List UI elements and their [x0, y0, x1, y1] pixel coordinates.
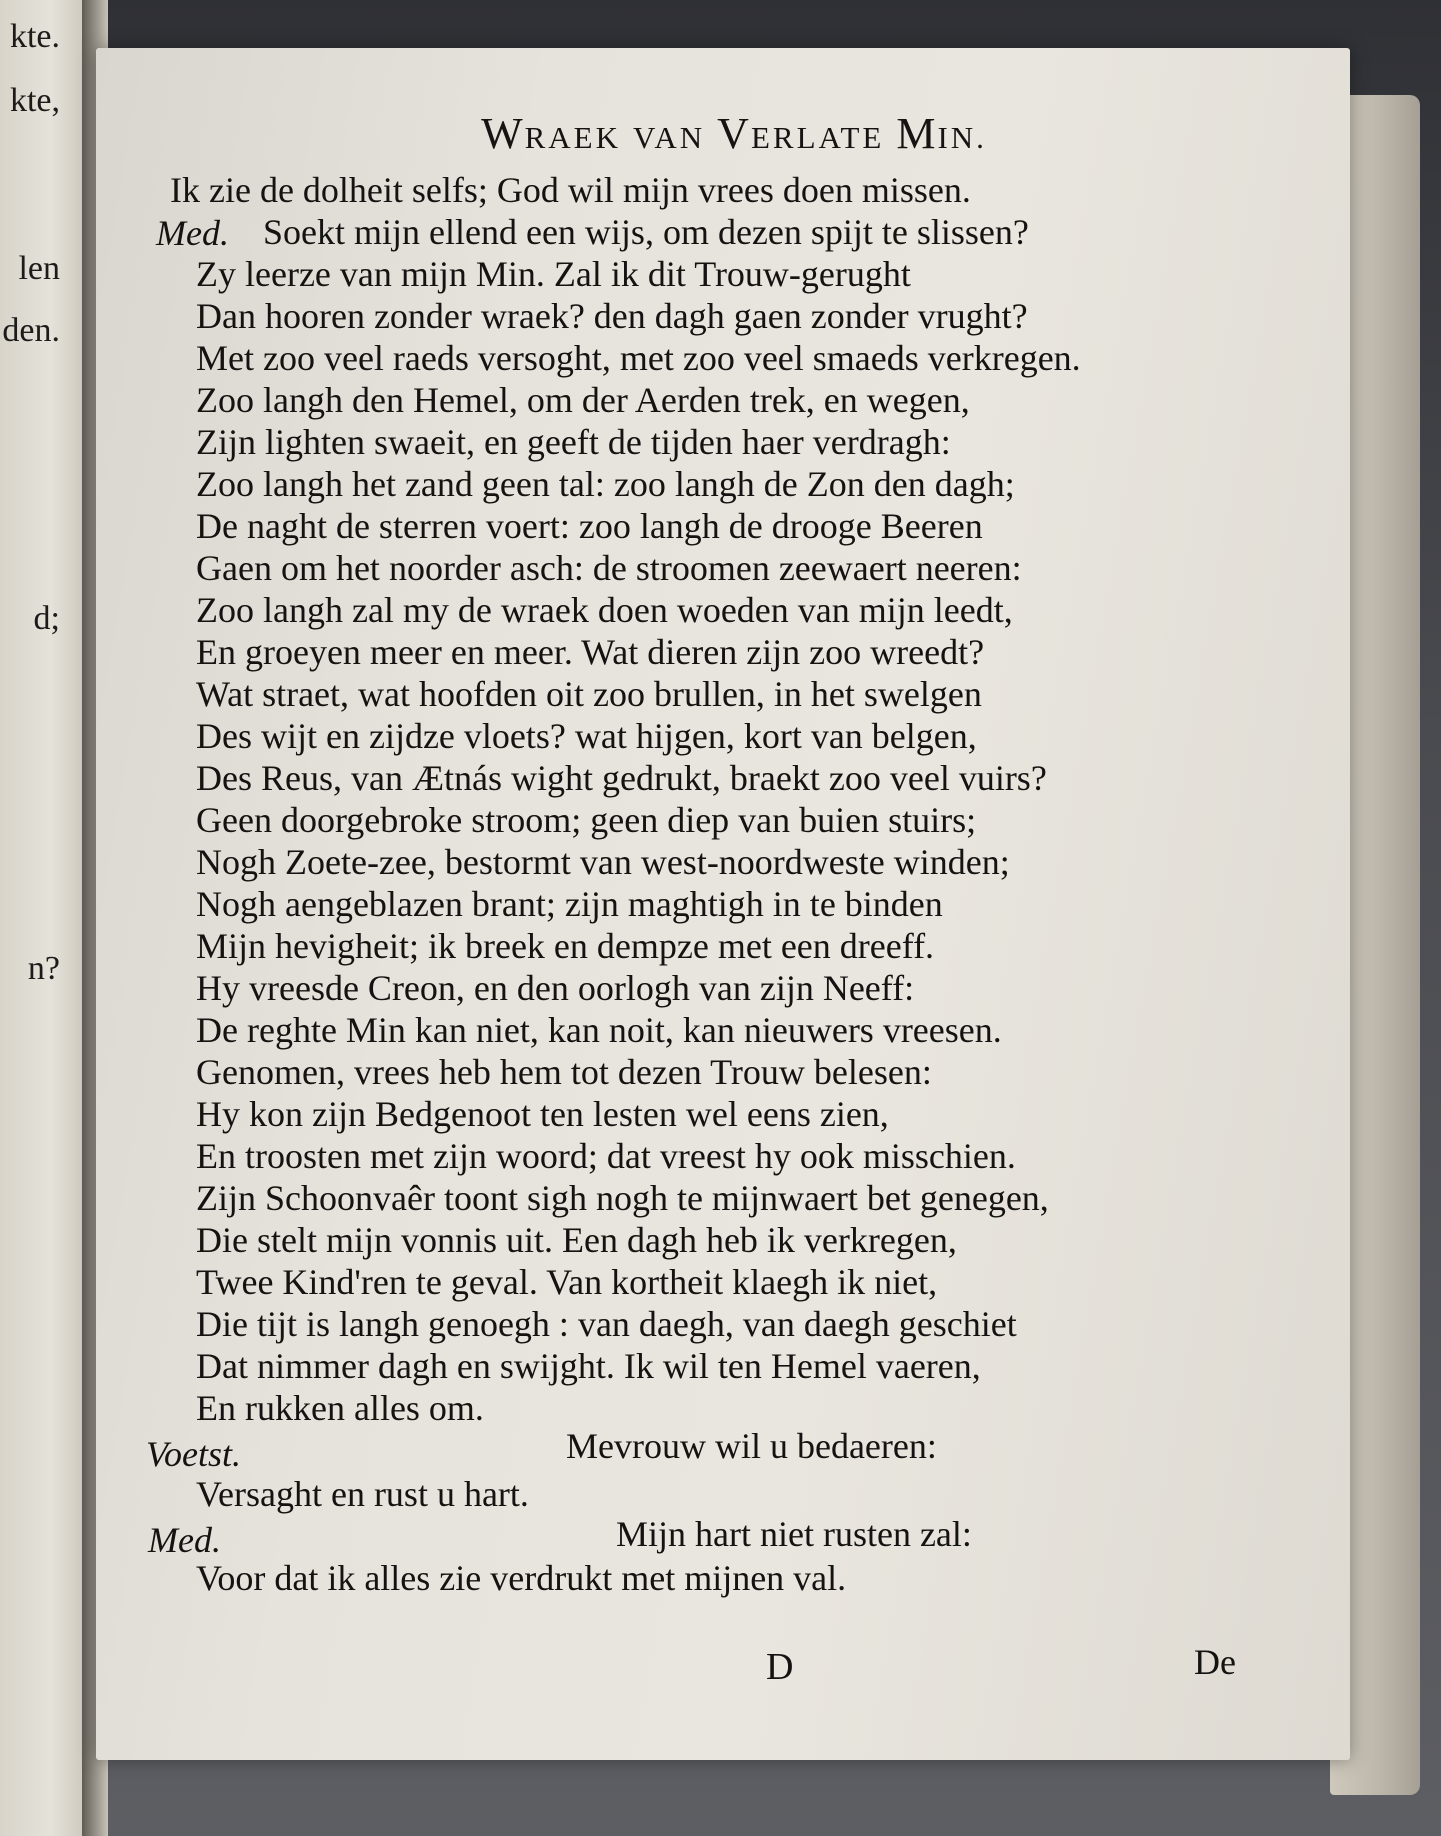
running-head-word: VAN [633, 120, 706, 155]
verse-line: Zijn lighten swaeit, en geeft de tijden haer verdragh: [196, 422, 951, 462]
verse-line: Mevrouw wil u bedaeren: [566, 1426, 937, 1466]
speaker-label: Med. [148, 1520, 221, 1560]
verse-line: En rukken alles om. [196, 1388, 484, 1428]
verse-line: Ik zie de dolheit selfs; God wil mijn vrees doen missen. [170, 170, 971, 210]
verse-line: Mijn hart niet rusten zal: [616, 1514, 972, 1554]
verse-line: Die tijt is langh genoegh : van daegh, van daegh geschiet [196, 1304, 1017, 1344]
left-page-edge [0, 0, 92, 1836]
left-page-fragment: d; [33, 600, 60, 637]
running-head-word: IN. [937, 120, 987, 155]
verse-line: Genomen, vrees heb hem tot dezen Trouw belesen: [196, 1052, 932, 1092]
running-head-word: ERLATE [750, 120, 885, 155]
verse-line: Zoo langh het zand geen tal: zoo langh de Zon den dagh; [196, 464, 1015, 504]
verse-line: Nogh Zoete-zee, bestormt van west-noordweste winden; [196, 842, 1010, 882]
verse-line: De reghte Min kan niet, kan noit, kan nieuwers vreesen. [196, 1010, 1002, 1050]
verse-line: Twee Kind'ren te geval. Van kortheit klaegh ik niet, [196, 1262, 938, 1302]
speaker-label: Med. [156, 213, 229, 253]
verse-line: Des Reus, van Ætnás wight gedrukt, braekt zoo veel vuirs? [196, 758, 1047, 798]
verse-line: Voor dat ik alles zie verdrukt met mijnen val. [196, 1558, 847, 1598]
verse-line: Nogh aengeblazen brant; zijn maghtigh in te binden [196, 884, 943, 924]
verse-line: Dat nimmer dagh en swijght. Ik wil ten Hemel vaeren, [196, 1346, 981, 1386]
verse-line: Zoo langh den Hemel, om der Aerden trek, en wegen, [196, 380, 970, 420]
running-head-word: RAEK [524, 120, 621, 155]
verse-line: Geen doorgebroke stroom; geen diep van buien stuirs; [196, 800, 977, 840]
speaker-label: Voetst. [146, 1434, 241, 1474]
verse-line: En groeyen meer en meer. Wat dieren zijn zoo wreedt? [196, 632, 985, 672]
verse-line: Des wijt en zijdze vloets? wat hijgen, kort van belgen, [196, 716, 977, 756]
verse-line: Die stelt mijn vonnis uit. Een dagh heb ik verkregen, [196, 1220, 957, 1260]
left-page-fragment: n? [27, 950, 60, 987]
verse-line: Mijn hevigheit; ik breek en dempze met een dreeff. [196, 926, 935, 966]
verse-line: De naght de sterren voert: zoo langh de drooge Beeren [196, 506, 983, 546]
verse-line: Gaen om het noorder asch: de stroomen zeewaert neeren: [196, 548, 1022, 588]
running-head [354, 108, 1114, 159]
left-page-fragment: kte, [9, 82, 60, 119]
left-page-fragment: len [18, 250, 60, 287]
verse-line: Dan hooren zonder wraek? den dagh gaen zonder vrught? [196, 296, 1028, 336]
verse-line: Hy kon zijn Bedgenoot ten lesten wel eens zien, [196, 1094, 889, 1134]
catchword: De [1194, 1642, 1236, 1682]
verse-line: Soekt mijn ellend een wijs, om dezen spijt te slissen? [263, 212, 1029, 252]
verse-line: En troosten met zijn woord; dat vreest hy ook misschien. [196, 1136, 1016, 1176]
left-page-fragment: kte. [9, 18, 60, 55]
verse-line: Versaght en rust u hart. [196, 1474, 529, 1514]
running-head-initial: W [481, 109, 525, 158]
verse-line: Zy leerze van mijn Min. Zal ik dit Trouw-gerught [196, 254, 911, 294]
running-head-initial: M [896, 109, 938, 158]
verse-line: Zijn Schoonvaêr toont sigh nogh te mijnwaert bet genegen, [196, 1178, 1049, 1218]
verse-line: Zoo langh zal my de wraek doen woeden van mijn leedt, [196, 590, 1013, 630]
signature-mark: D [766, 1646, 794, 1688]
verse-line: Met zoo veel raeds versoght, met zoo veel smaeds verkregen. [196, 338, 1081, 378]
book-page [96, 48, 1350, 1760]
verse-line: Hy vreesde Creon, en den oorlogh van zijn Neeff: [196, 968, 915, 1008]
verse-line: Wat straet, wat hoofden oit zoo brullen, in het swelgen [196, 674, 982, 714]
left-page-fragment: den. [2, 312, 60, 349]
running-head-initial: V [717, 109, 751, 158]
